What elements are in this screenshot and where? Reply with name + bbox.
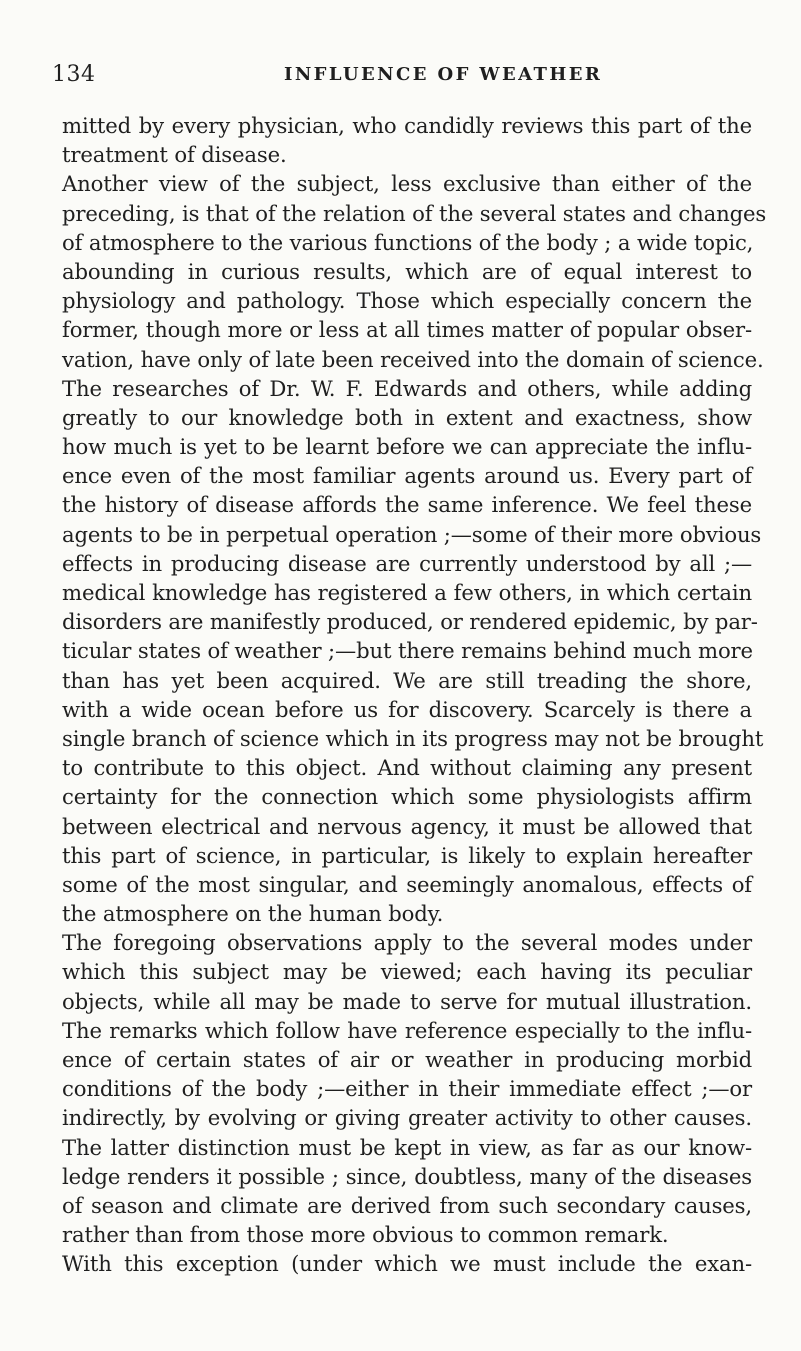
text-line: physiology and pathology. Those which especially concern the (62, 288, 752, 314)
text-line: abounding in curious results, which are of equal interest to (62, 258, 752, 284)
text-line: this part of science, in particular, is likely to explain hereafter (62, 842, 752, 868)
text-line: to contribute to this object. And without claiming any present (62, 755, 752, 781)
text-line: how much is yet to be learnt before we can appreciate the influ- (62, 434, 752, 460)
text-line: preceding, is that of the relation of the several states and changes (62, 200, 767, 226)
text-line: greatly to our knowledge both in extent and exactness, show (62, 404, 752, 430)
text-line: Another view of the subject, less exclusive than either of the (62, 171, 752, 197)
text-line: vation, have only of late been received into the domain of science. (62, 346, 764, 372)
text-line: The remarks which follow have reference especially to the influ- (62, 1017, 752, 1043)
text-line: which this subject may be viewed; each having its peculiar (62, 959, 752, 985)
text-line: rather than from those more obvious to common remark. (62, 1222, 669, 1248)
text-line: disorders are manifestly produced, or rendered epidemic, by par- (62, 609, 758, 635)
running-head (52, 60, 760, 90)
text-line: indirectly, by evolving or giving greater activity to other causes. (62, 1105, 752, 1131)
text-line: ticular states of weather ;—but there remains behind much more (62, 638, 753, 664)
text-line: With this exception (under which we must include the exan- (62, 1251, 752, 1277)
text-line: The latter distinction must be kept in view, as far as our know- (62, 1134, 752, 1160)
text-line: of season and climate are derived from such secondary causes, (62, 1192, 752, 1218)
text-line: former, though more or less at all times matter of popular obser- (62, 317, 752, 343)
text-line: certainty for the connection which some physiologists affirm (62, 784, 752, 810)
text-line: than has yet been acquired. We are still treading the shore, (62, 667, 752, 693)
text-line: ence even of the most familiar agents around us. Every part of (62, 463, 752, 489)
text-line: agents to be in perpetual operation ;—some of their more obvious (62, 521, 762, 547)
text-line: mitted by every physician, who candidly reviews this part of the (62, 113, 752, 138)
text-line: The researches of Dr. W. F. Edwards and others, while adding (62, 375, 752, 401)
text-line: the atmosphere on the human body. (62, 901, 444, 927)
text-line: ence of certain states of air or weather in producing morbid (62, 1047, 752, 1072)
text-line: the history of disease affords the same inference. We feel these (62, 492, 752, 518)
page-number: 134 (52, 62, 96, 87)
running-title: INFLUENCE OF WEATHER (284, 64, 603, 85)
text-line: some of the most singular, and seemingly anomalous, effects of (62, 871, 752, 897)
text-line: objects, while all may be made to serve for mutual illustration. (62, 988, 752, 1014)
text-line: conditions of the body ;—either in their immediate effect ;—or (62, 1076, 752, 1102)
text-line: single branch of science which in its progress may not be brought (62, 725, 764, 751)
text-line: with a wide ocean before us for discovery. Scarcely is there a (62, 696, 752, 722)
text-line: effects in producing disease are currently understood by all ;— (62, 550, 752, 576)
text-line: medical knowledge has registered a few others, in which certain (62, 580, 752, 605)
body-text (62, 111, 767, 1279)
text-line: treatment of disease. (62, 142, 287, 168)
text-line: of atmosphere to the various functions of the body ; a wide topic, (62, 229, 754, 255)
text-line: The foregoing observations apply to the several modes under (62, 930, 752, 956)
text-line: between electrical and nervous agency, it must be allowed that (62, 813, 752, 839)
text-line: ledge renders it possible ; since, doubtless, many of the diseases (62, 1163, 752, 1189)
